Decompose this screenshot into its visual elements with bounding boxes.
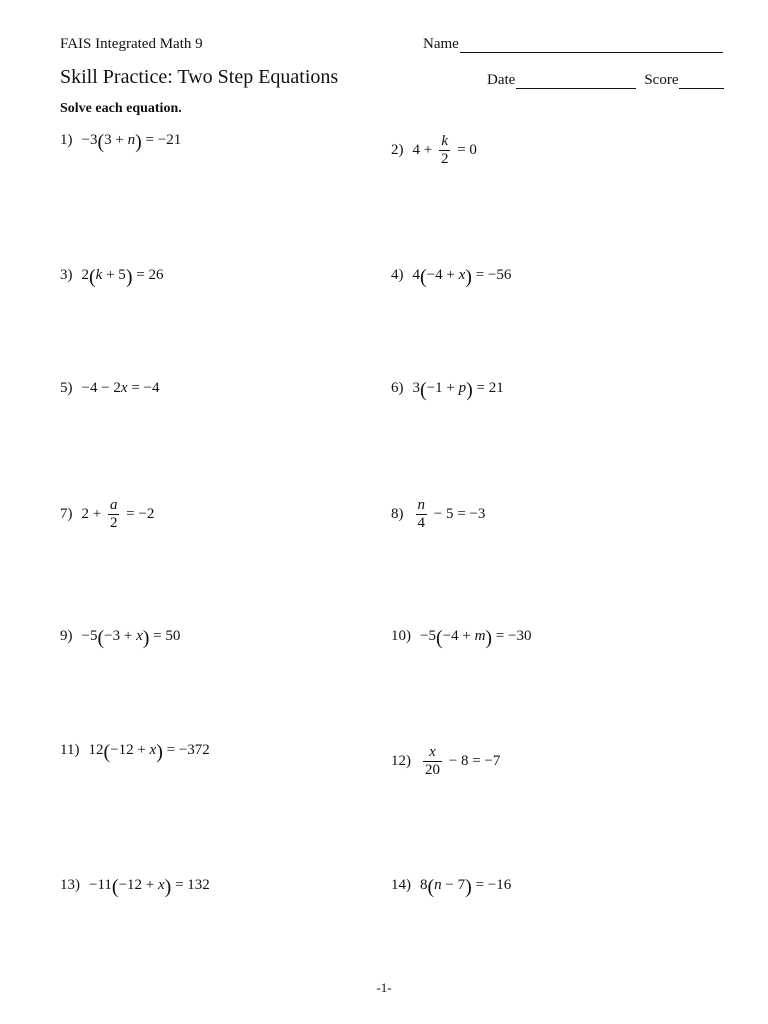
problem-12 <box>391 744 500 779</box>
name-label: Name <box>423 36 459 52</box>
paren-open: ( <box>420 265 427 288</box>
expr-part: = −30 <box>492 628 532 644</box>
expr-part: −4 + <box>426 267 459 283</box>
expr-part: 12 <box>88 742 104 758</box>
expr-part: = 0 <box>453 142 477 158</box>
expr-part: = 21 <box>472 380 504 396</box>
paren-open: ( <box>111 875 119 898</box>
problem-14 <box>391 875 512 898</box>
date-score-field <box>487 72 724 89</box>
variable: x <box>149 742 157 758</box>
expr-part: 2 + <box>81 506 105 522</box>
expr-part: 4 <box>412 267 420 283</box>
expr-part: −1 + <box>426 380 459 396</box>
problem-3 <box>60 265 164 288</box>
variable: x <box>458 267 466 283</box>
paren-close: ) <box>164 875 172 898</box>
variable: k <box>95 267 103 283</box>
expr-part: 3 <box>412 380 420 396</box>
expr-part: 3 + <box>104 132 128 148</box>
problem-number: 12) <box>391 753 411 769</box>
denominator: 2 <box>440 151 449 167</box>
paren-close: ) <box>142 626 150 649</box>
problem-1 <box>60 130 182 153</box>
variable: p <box>458 380 467 396</box>
expr-part: − 7 <box>441 877 466 893</box>
problem-7 <box>60 497 154 532</box>
numerator: k <box>441 133 449 149</box>
expr-part: = 26 <box>132 267 164 283</box>
expr-part: −5 <box>420 628 436 644</box>
paren-close: ) <box>485 626 493 649</box>
problem-10 <box>391 626 532 649</box>
fraction <box>416 497 428 532</box>
score-line <box>679 74 724 89</box>
expr-part: = 132 <box>171 877 210 893</box>
problem-number: 2) <box>391 142 404 158</box>
problem-number: 6) <box>391 380 404 396</box>
instructions: Solve each equation. <box>60 101 182 116</box>
problem-number: 14) <box>391 877 411 893</box>
expr-part: + 5 <box>102 267 126 283</box>
problem-9 <box>60 626 181 649</box>
problem-number: 13) <box>60 877 80 893</box>
expr-part: = −372 <box>162 742 210 758</box>
problem-11 <box>60 740 210 763</box>
date-label: Date <box>487 72 516 88</box>
paren-open: ( <box>420 378 427 401</box>
problem-number: 10) <box>391 628 411 644</box>
problem-number: 3) <box>60 267 73 283</box>
problem-number: 4) <box>391 267 404 283</box>
paren-close: ) <box>465 875 472 898</box>
expr-part: − 8 = −7 <box>445 753 501 769</box>
paren-close: ) <box>125 265 133 288</box>
denominator: 4 <box>417 515 425 531</box>
paren-open: ( <box>89 265 96 288</box>
problem-4 <box>391 265 512 288</box>
paren-open: ( <box>97 626 105 649</box>
expr-part: −4 + <box>442 628 475 644</box>
page-number: -1- <box>376 980 392 995</box>
problem-number: 8) <box>391 506 404 522</box>
fraction <box>108 497 120 532</box>
course-name: FAIS Integrated Math 9 <box>60 36 203 52</box>
expr-part: −11 <box>89 877 112 893</box>
problem-6 <box>391 378 504 401</box>
problem-5 <box>60 380 160 397</box>
expr-part: = −16 <box>471 877 512 893</box>
denominator: 2 <box>109 515 118 531</box>
expr-part: − 5 = −3 <box>430 506 486 522</box>
paren-open: ( <box>435 626 443 649</box>
fraction <box>423 744 442 779</box>
expr-part: 8 <box>420 877 428 893</box>
paren-open: ( <box>103 740 111 763</box>
problem-2 <box>391 133 477 168</box>
variable: x <box>136 628 143 644</box>
numerator: a <box>109 497 118 513</box>
problem-number: 7) <box>60 506 73 522</box>
expr-part: −12 + <box>110 742 150 758</box>
expr-part: = −21 <box>141 132 182 148</box>
numerator: x <box>429 744 436 760</box>
variable: x <box>120 380 128 396</box>
variable: m <box>474 628 486 644</box>
fraction <box>439 133 451 168</box>
expr-part: −4 − 2 <box>81 380 121 396</box>
paren-close: ) <box>135 130 142 153</box>
expr-part: = −2 <box>122 506 155 522</box>
problem-number: 11) <box>60 742 80 758</box>
paren-open: ( <box>427 875 435 898</box>
expr-part: −12 + <box>118 877 158 893</box>
expr-part: −5 <box>81 628 98 644</box>
problem-number: 5) <box>60 380 73 396</box>
problem-8 <box>391 497 485 532</box>
expr-part: −3 + <box>104 628 137 644</box>
paren-close: ) <box>466 378 473 401</box>
variable: n <box>127 132 136 148</box>
paren-close: ) <box>465 265 472 288</box>
expr-part: 2 <box>81 267 89 283</box>
paren-close: ) <box>156 740 163 763</box>
expr-part: −3 <box>81 132 98 148</box>
paren-open: ( <box>97 130 105 153</box>
page-title: Skill Practice: Two Step Equations <box>60 66 339 88</box>
variable: n <box>434 877 442 893</box>
date-line <box>516 74 636 89</box>
expr-part: = −4 <box>127 380 160 396</box>
denominator: 20 <box>425 762 440 778</box>
score-label: Score <box>644 72 679 88</box>
numerator: n <box>417 497 425 513</box>
problem-number: 1) <box>60 132 73 148</box>
variable: x <box>158 877 165 893</box>
problem-13 <box>60 875 210 898</box>
problem-number: 9) <box>60 628 73 644</box>
expr-part: 4 + <box>412 142 436 158</box>
name-field <box>423 36 723 53</box>
name-line <box>460 38 723 53</box>
expr-part: = 50 <box>149 628 181 644</box>
expr-part: = −56 <box>471 267 512 283</box>
